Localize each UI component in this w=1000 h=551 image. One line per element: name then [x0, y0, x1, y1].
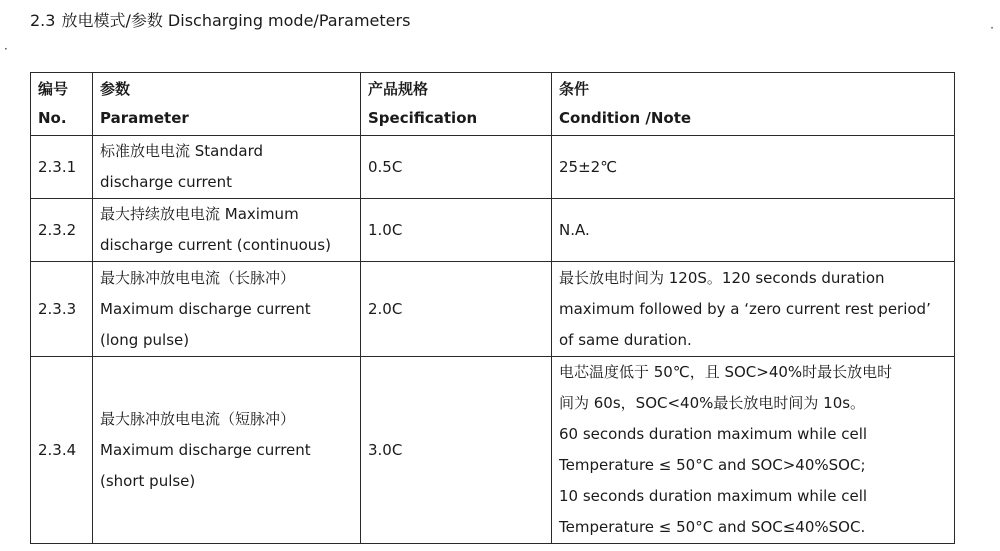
- cell-specification: 3.0C: [361, 357, 552, 544]
- cell-parameter: [93, 136, 361, 199]
- header-specification-en: Specification: [368, 109, 478, 127]
- parameter-line: Maximum discharge current: [100, 440, 311, 459]
- header-parameter: [93, 73, 361, 136]
- table-row: [31, 136, 955, 199]
- header-no-en: No.: [38, 109, 67, 127]
- header-condition: [552, 73, 955, 136]
- header-parameter-zh: 参数: [100, 80, 131, 98]
- cell-no: 2.3.1: [31, 136, 93, 199]
- table-row: [31, 357, 955, 544]
- condition-line: 10 seconds duration maximum while cell: [559, 487, 868, 505]
- condition-line: maximum followed by a ‘zero current rest period’: [559, 299, 931, 318]
- scan-mark-left: ·: [4, 42, 8, 56]
- cell-no: 2.3.3: [31, 262, 93, 357]
- table-row: [31, 199, 955, 262]
- condition-line: 最长放电时间为 120S。120 seconds duration: [559, 268, 885, 287]
- cell-condition: [552, 262, 955, 357]
- cell-specification: 2.0C: [361, 262, 552, 357]
- condition-line: 间为 60s，SOC<40%最长放电时间为 10s。: [559, 394, 866, 412]
- header-specification-zh: 产品规格: [368, 80, 429, 98]
- cell-condition: [552, 357, 955, 544]
- section-number: 2.3: [30, 11, 56, 30]
- condition-line: 25±2℃: [559, 157, 618, 176]
- condition-line: Temperature ≤ 50°C and SOC>40%SOC;: [559, 456, 866, 474]
- discharge-parameters-table: [30, 72, 955, 544]
- header-no: [31, 73, 93, 136]
- cell-condition: [552, 136, 955, 199]
- parameter-line: 标准放电电流 Standard: [100, 142, 264, 160]
- cell-no: 2.3.4: [31, 357, 93, 544]
- condition-line: 电芯温度低于 50℃，且 SOC>40%时最长放电时: [559, 363, 893, 381]
- parameter-line: discharge current (continuous): [100, 236, 331, 254]
- condition-line: Temperature ≤ 50°C and SOC≤40%SOC.: [559, 518, 866, 536]
- scan-mark-right: ·: [990, 21, 994, 35]
- cell-parameter: [93, 357, 361, 544]
- table-row: [31, 262, 955, 357]
- header-specification: [361, 73, 552, 136]
- cell-condition: [552, 199, 955, 262]
- condition-line: N.A.: [559, 220, 590, 239]
- parameter-line: 最大脉冲放电电流（短脉冲）: [100, 409, 296, 428]
- parameter-line: discharge current: [100, 173, 232, 191]
- section-title: [30, 10, 410, 32]
- table-header-row: [31, 73, 955, 136]
- header-no-zh: 编号: [38, 80, 69, 98]
- header-condition-zh: 条件: [559, 80, 590, 98]
- header-condition-en: Condition /Note: [559, 109, 692, 127]
- condition-line: 60 seconds duration maximum while cell: [559, 425, 868, 443]
- header-parameter-en: Parameter: [100, 109, 189, 127]
- cell-parameter: [93, 262, 361, 357]
- cell-specification: 0.5C: [361, 136, 552, 199]
- parameter-line: (short pulse): [100, 471, 196, 490]
- parameter-line: Maximum discharge current: [100, 299, 311, 318]
- cell-specification: 1.0C: [361, 199, 552, 262]
- parameter-line: 最大持续放电电流 Maximum: [100, 205, 299, 223]
- cell-no: 2.3.2: [31, 199, 93, 262]
- parameter-line: (long pulse): [100, 330, 190, 349]
- section-heading: 放电模式/参数 Discharging mode/Parameters: [61, 11, 411, 30]
- cell-parameter: [93, 199, 361, 262]
- condition-line: of same duration.: [559, 330, 692, 349]
- parameter-line: 最大脉冲放电电流（长脉冲）: [100, 268, 296, 287]
